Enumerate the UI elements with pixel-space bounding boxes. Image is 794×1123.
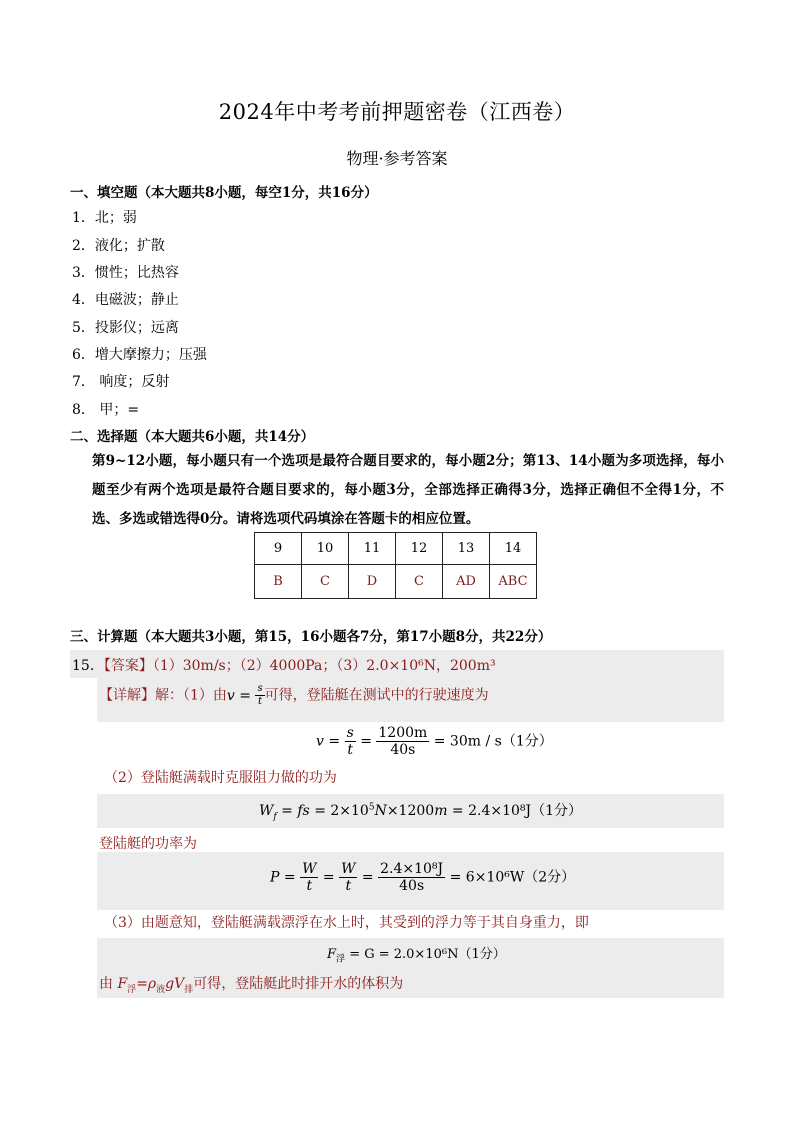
table-cell: B (255, 565, 302, 599)
page-title: 2024年中考考前押题密卷（江西卷） (218, 100, 576, 124)
choice-instructions: 第9~12小题，每小题只有一个选项是最符合题目要求的，每小题2分；第13、14小题为多项选择，每小题至少有两个选项是最符合题目要求的，每小题3分，全部选择正确得3分，选择正确但不全得1分，不选、多选或错选得0分。请将选项代码填涂在答题卡的相应位置。 (92, 453, 724, 527)
work-value: 2.4×10⁸J (380, 861, 444, 877)
answer-row (255, 565, 537, 599)
item-answer: 北；弱 (94, 210, 137, 226)
table-cell: D (349, 565, 396, 599)
score: （1分） (458, 947, 506, 962)
item-number: 1． (72, 210, 95, 226)
list-item (72, 289, 179, 309)
item-number: 6． (72, 347, 95, 363)
item-answer: 液化；扩散 (94, 238, 165, 254)
item-number: 2． (72, 238, 95, 254)
table-cell: C (302, 565, 349, 599)
item-answer: 电磁波；静止 (94, 292, 179, 308)
buoyancy-equation: $F_浮 = G = 2.0\times 10^6N(1$分） (327, 947, 506, 965)
question-number-row (255, 533, 537, 565)
table-cell: 10 (302, 533, 349, 565)
q15-answer-line (72, 655, 496, 675)
work-result: = 2.4×10⁸J (451, 803, 532, 819)
list-item (72, 235, 165, 255)
item-number: 5． (72, 320, 95, 336)
list-item (72, 262, 179, 282)
detail-suffix: 可得，登陆艇在测试中的行驶速度为 (264, 687, 489, 704)
item-answer: 增大摩擦力；压强 (94, 347, 207, 363)
table-cell: C (396, 565, 443, 599)
item-number: 8． (72, 402, 95, 418)
score: （2分） (524, 869, 576, 886)
distance-value: 1200m (378, 725, 428, 741)
item-answer: 响度；反射 (94, 374, 170, 390)
section-3-heading: 三、计算题（本大题共3小题，第15，16小题各7分，第17小题8分，共22分） (70, 629, 552, 645)
table-cell: 12 (396, 533, 443, 565)
score: （1分） (501, 733, 553, 750)
archimedes-formula: $F_浮=\rho_液gV_排$ (117, 976, 194, 995)
table-cell: 13 (443, 533, 490, 565)
list-item (72, 317, 179, 337)
item-number: 3． (72, 265, 95, 281)
q15-detail-line (99, 684, 489, 707)
volume-line (99, 973, 403, 995)
buoyancy-result: = G = 2.0×10⁶N (349, 947, 459, 962)
item-number: 7． (72, 374, 95, 390)
item-number: 4． (72, 292, 95, 308)
table-cell: ABC (490, 565, 537, 599)
answer-tag: 【答案】 (103, 658, 153, 674)
time-value: 40s (390, 742, 416, 758)
section-1-heading: 一、填空题（本大题共8小题，每空1分，共16分） (70, 185, 378, 201)
table-cell: 9 (255, 533, 302, 565)
q15-part3: （3）由题意知，登陆艇满载漂浮在水上时，其受到的浮力等于其自身重力，即 (104, 915, 589, 931)
q15-part2: （2）登陆艇满载时克服阻力做的功为 (104, 770, 337, 786)
power-result: = 6×10⁶W (449, 869, 525, 886)
table-cell: AD (443, 565, 490, 599)
q15-answer-text: （1）30m/s；（2）4000Pa；（3）2.0×10⁶N，200m³ (152, 658, 496, 674)
last-suffix: 可得，登陆艇此时排开水的体积为 (193, 976, 404, 992)
power-equation: P = $\frac{W}{t}$ = $\frac{W}{t}$ = $\frac{\text{2.4×10⁸J}}{40s}$ = 6×10⁶W（2分） (270, 861, 576, 894)
item-answer: 投影仪；远离 (94, 320, 179, 336)
section-2-heading: 二、选择题（本大题共6小题，共14分） (70, 429, 315, 445)
item-answer: 甲；= (94, 402, 140, 418)
detail-prefix: 解：（1）由 (155, 687, 227, 704)
choice-answer-table (254, 532, 537, 599)
q15-number: 15． (72, 658, 104, 674)
velocity-formula: v = $\frac{s}{t}$ (226, 683, 263, 707)
list-item (72, 344, 207, 364)
item-answer: 惯性；比热容 (94, 265, 179, 281)
time-value: 40s (399, 878, 425, 894)
last-prefix: 由 (99, 976, 113, 992)
list-item (72, 207, 137, 227)
table-cell: 11 (349, 533, 396, 565)
detail-tag: 【详解】 (99, 687, 155, 704)
table-cell: 14 (490, 533, 537, 565)
list-item (72, 399, 139, 419)
velocity-equation: v = $\frac{s}{t}$ = $\frac{1200m}{40s}$ = 30m / s（1分） (316, 725, 553, 758)
power-line: 登陆艇的功率为 (99, 836, 197, 852)
page-subtitle: 物理·参考答案 (346, 149, 448, 168)
score: （1分） (531, 803, 583, 819)
work-equation: $W_f$ = fs = $2\times 10^5N\times 1200m = 2.4\times 10^8J(1$分） (259, 802, 583, 822)
list-item (72, 371, 169, 391)
velocity-result: = 30m / s (433, 733, 502, 750)
